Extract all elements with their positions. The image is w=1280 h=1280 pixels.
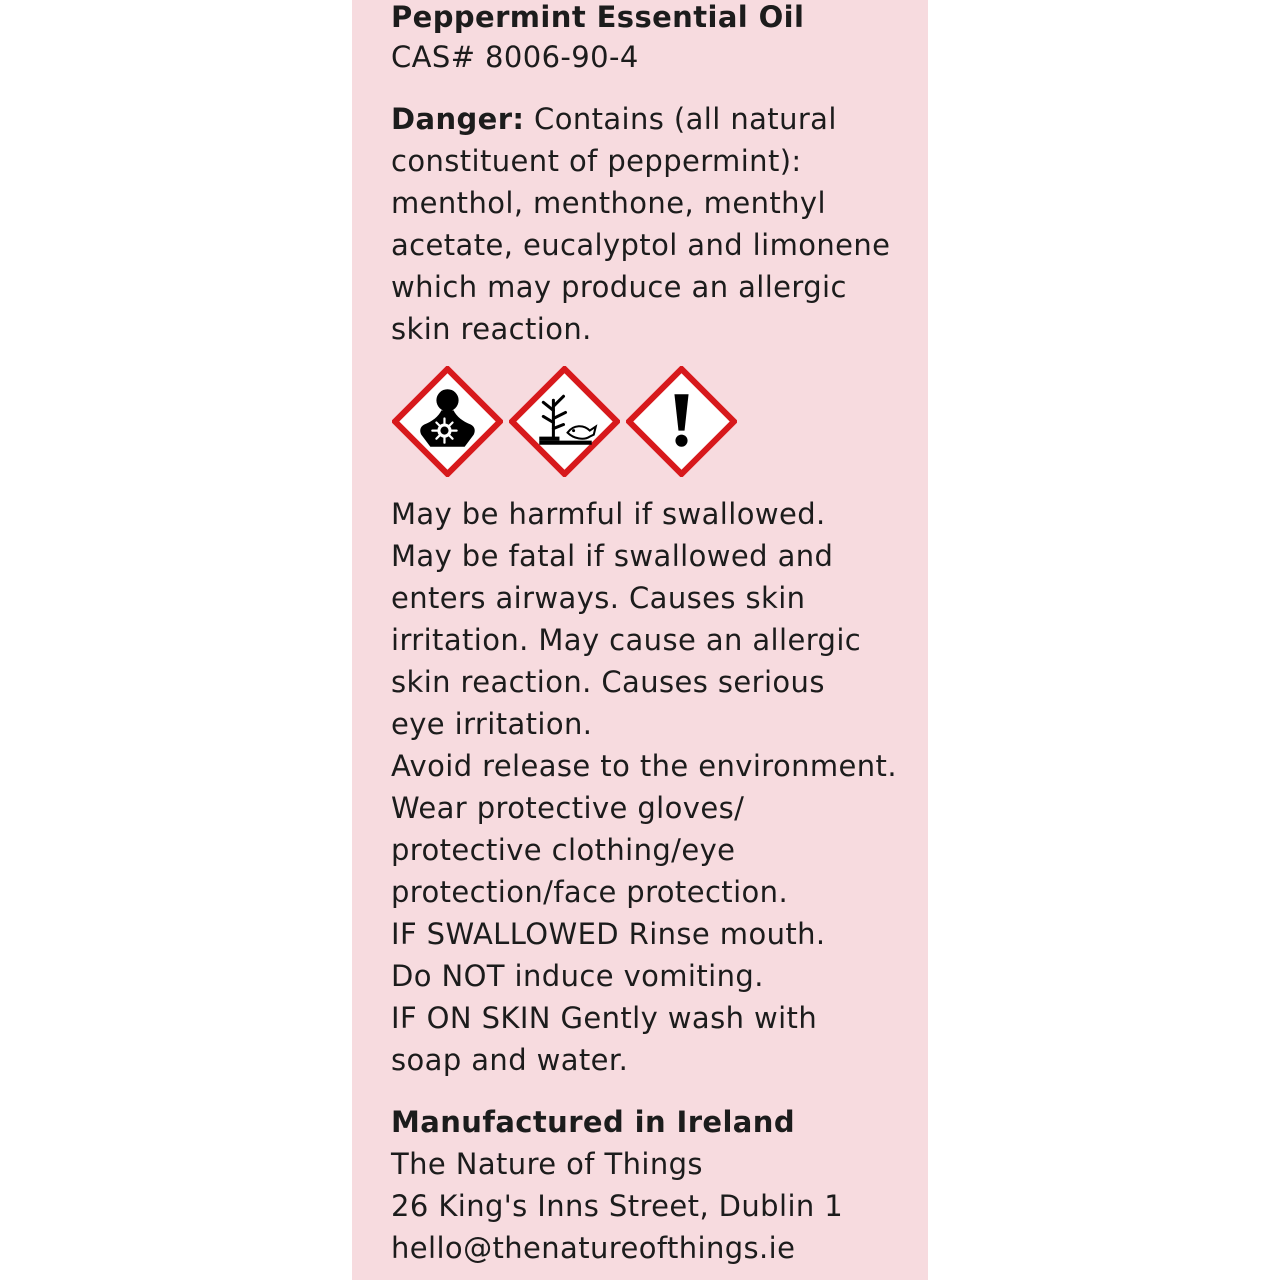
danger-first-line	[391, 98, 890, 140]
environment-hazard-icon	[509, 366, 620, 477]
manufacturer-block	[391, 1101, 843, 1269]
hazard-line: May be harmful if swallowed.	[391, 497, 826, 531]
hazard-line: skin reaction. Causes serious	[391, 665, 825, 699]
product-title: Peppermint Essential Oil	[391, 0, 805, 34]
danger-line: skin reaction.	[391, 312, 592, 346]
company-address: 26 King's Inns Street, Dublin 1	[391, 1189, 844, 1223]
product-label	[352, 0, 928, 1280]
danger-line: constituent of peppermint):	[391, 144, 802, 178]
company-email: hello@thenatureofthings.ie	[391, 1231, 796, 1265]
danger-label: Danger:	[391, 102, 525, 136]
health-hazard-icon	[392, 366, 503, 477]
hazard-line: Avoid release to the environment.	[391, 749, 897, 783]
hazard-line: eye irritation.	[391, 707, 593, 741]
hazard-line: protective clothing/eye	[391, 833, 736, 867]
manufacturer-heading: Manufactured in Ireland	[391, 1105, 795, 1139]
hazard-line: IF SWALLOWED Rinse mouth.	[391, 917, 826, 951]
danger-first-line-text: Contains (all natural	[534, 102, 837, 136]
danger-statement	[391, 98, 890, 350]
danger-line: which may produce an allergic	[391, 270, 847, 304]
ghs-pictograms	[392, 366, 737, 478]
hazard-line: protection/face protection.	[391, 875, 789, 909]
danger-line: menthol, menthone, menthyl	[391, 186, 826, 220]
hazard-line: May be fatal if swallowed and	[391, 539, 834, 573]
exclamation-mark-icon	[626, 366, 737, 477]
hazard-line: Do NOT induce vomiting.	[391, 959, 764, 993]
cas-number: CAS# 8006-90-4	[391, 40, 639, 74]
hazard-line: IF ON SKIN Gently wash with	[391, 1001, 818, 1035]
hazard-line: Wear protective gloves/	[391, 791, 745, 825]
company-name: The Nature of Things	[391, 1147, 703, 1181]
hazard-statements	[391, 493, 897, 1081]
hazard-line: soap and water.	[391, 1043, 629, 1077]
danger-line: acetate, eucalyptol and limonene	[391, 228, 891, 262]
hazard-line: enters airways. Causes skin	[391, 581, 806, 615]
hazard-line: irritation. May cause an allergic	[391, 623, 862, 657]
